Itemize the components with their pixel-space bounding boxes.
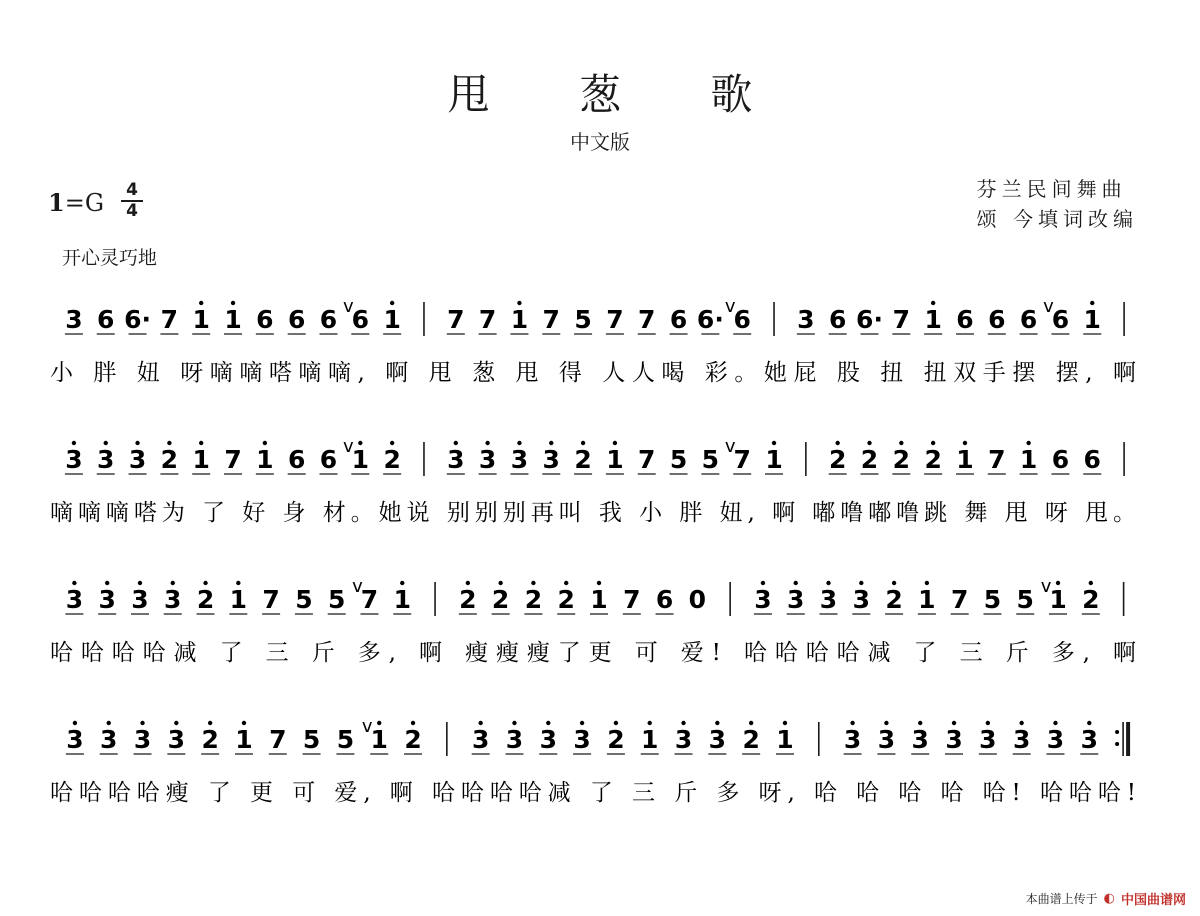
note: 7: [988, 445, 1006, 474]
octave-dot: [138, 581, 142, 585]
octave-dot: [884, 721, 888, 725]
note: 3: [505, 725, 524, 754]
note: 3: [945, 725, 963, 754]
note: 7: [269, 725, 287, 754]
note: 2: [196, 585, 215, 614]
note: 6: [1051, 305, 1070, 334]
octave-dot: [715, 721, 719, 725]
breath-mark: v: [724, 296, 736, 317]
note: 1: [192, 445, 210, 474]
octave-dot: [171, 581, 175, 585]
note: 3: [1080, 725, 1098, 754]
note: 0: [688, 585, 707, 614]
note: 1: [1083, 305, 1101, 334]
note: 7: [733, 445, 751, 474]
time-signature-bottom: 4: [126, 201, 138, 221]
note: 3: [1012, 725, 1031, 754]
note: 1: [641, 725, 659, 754]
octave-dot: [135, 441, 139, 445]
repeat-dot: [1115, 730, 1119, 734]
octave-dot: [1026, 441, 1030, 445]
note: 3: [979, 725, 997, 754]
note: 3: [852, 585, 871, 614]
note: 6: [287, 305, 306, 334]
note: 1: [956, 445, 974, 474]
lyric-line: 小 胖 妞 呀嘀嘀嗒嘀嘀, 啊 甩 葱 甩 得 人人喝 彩。她屁 股 扭 扭双手摆 摆, 啊: [50, 360, 1137, 386]
note: 6: [287, 445, 306, 474]
octave-dot: [1053, 721, 1057, 725]
note: 3: [478, 445, 497, 474]
note: 7: [447, 305, 465, 334]
octave-dot: [208, 721, 212, 725]
octave-dot: [72, 441, 76, 445]
octave-dot: [918, 721, 922, 725]
octave-dot: [358, 441, 362, 445]
note: 1: [393, 585, 411, 614]
octave-dot: [263, 441, 267, 445]
octave-dot: [826, 581, 830, 585]
note: 3: [65, 585, 84, 614]
note: 6: [828, 305, 847, 334]
note: 7: [892, 305, 911, 334]
octave-dot: [400, 581, 404, 585]
note: 5: [302, 725, 321, 754]
octave-dot: [1090, 301, 1094, 305]
octave-dot: [390, 441, 394, 445]
octave-dot: [454, 441, 458, 445]
note: 3: [98, 585, 116, 614]
octave-dot: [517, 301, 521, 305]
note: 6: [319, 305, 338, 334]
octave-dot: [867, 441, 871, 445]
note: 7: [360, 585, 379, 614]
octave-dot: [580, 721, 584, 725]
note: 7: [638, 445, 656, 474]
song-title: 甩 葱 歌: [447, 70, 791, 119]
tempo-marking: 开心灵巧地: [62, 247, 158, 269]
octave-dot: [167, 441, 171, 445]
credit-origin: 芬兰民间舞曲: [976, 177, 1127, 201]
note: 1: [606, 445, 624, 474]
note: 2: [459, 585, 477, 614]
octave-dot: [104, 441, 108, 445]
note: 5: [327, 585, 346, 614]
octave-dot: [231, 301, 235, 305]
note: 7: [160, 305, 179, 334]
octave-dot: [931, 301, 935, 305]
note: 1: [924, 305, 942, 334]
note: 3: [100, 725, 118, 754]
note: 5: [336, 725, 355, 754]
note: 1: [1019, 445, 1038, 474]
octave-dot: [531, 581, 535, 585]
note: 6: [1019, 305, 1038, 334]
note: 3: [66, 725, 84, 754]
note: 2: [924, 445, 942, 474]
octave-dot: [1089, 581, 1093, 585]
note: 3: [819, 585, 838, 614]
note: 2: [557, 585, 575, 614]
octave-dot: [73, 721, 77, 725]
breath-mark: v: [1040, 576, 1052, 597]
note: 5: [574, 305, 592, 334]
note: 3: [542, 445, 560, 474]
note: 7: [542, 305, 560, 334]
note: 5: [669, 445, 688, 474]
breath-mark: v: [342, 296, 354, 317]
octave-dot: [614, 721, 618, 725]
note: 6: [97, 305, 115, 334]
octave-dot: [411, 721, 415, 725]
note: 1: [918, 585, 936, 614]
note: 6: [256, 305, 274, 334]
octave-dot: [512, 721, 516, 725]
octave-dot: [517, 441, 521, 445]
note: 3: [797, 305, 815, 334]
note: 1: [229, 585, 248, 614]
note: 5: [701, 445, 720, 474]
note: 6·: [124, 305, 152, 334]
octave-dot: [546, 721, 550, 725]
octave-dot: [749, 721, 753, 725]
note: 6: [669, 305, 688, 334]
note: 1: [192, 305, 210, 334]
octave-dot: [466, 581, 470, 585]
note: 2: [201, 725, 219, 754]
note: 1: [224, 305, 242, 334]
note: 2: [574, 445, 592, 474]
note: 7: [623, 585, 641, 614]
octave-dot: [564, 581, 568, 585]
octave-dot: [772, 441, 776, 445]
octave-dot: [681, 721, 685, 725]
note: 2: [892, 445, 911, 474]
octave-dot: [648, 721, 652, 725]
note: 6: [956, 305, 974, 334]
footer: [1026, 889, 1186, 908]
note: 3: [65, 445, 83, 474]
note: 3: [708, 725, 727, 754]
note: 3: [167, 725, 186, 754]
note: 1: [776, 725, 794, 754]
octave-dot: [899, 441, 903, 445]
octave-dot: [485, 441, 489, 445]
octave-dot: [203, 581, 207, 585]
octave-dot: [952, 721, 956, 725]
octave-dot: [794, 581, 798, 585]
note: 1: [351, 445, 370, 474]
octave-dot: [174, 721, 178, 725]
note: 1: [1049, 585, 1067, 614]
octave-dot: [581, 441, 585, 445]
note: 3: [133, 725, 152, 754]
note: 1: [510, 305, 529, 334]
octave-dot: [613, 441, 617, 445]
octave-dot: [199, 441, 203, 445]
octave-dot: [761, 581, 765, 585]
octave-dot: [892, 581, 896, 585]
note: 3: [674, 725, 693, 754]
note: 3: [843, 725, 862, 754]
note: 6: [988, 305, 1006, 334]
note: 2: [828, 445, 847, 474]
note: 2: [742, 725, 760, 754]
note: 6: [733, 305, 751, 334]
octave-dot: [597, 581, 601, 585]
song-subtitle: 中文版: [570, 130, 630, 154]
note: 3: [573, 725, 591, 754]
note: 7: [950, 585, 969, 614]
lyric-line: 嘀嘀嘀嗒为 了 好 身 材。她说 别别别再叫 我 小 胖 妞, 啊 嘟噜嘟噜跳 舞 甩 呀 甩。: [50, 500, 1136, 526]
note: 6: [1083, 445, 1101, 474]
octave-dot: [377, 721, 381, 725]
breath-mark: v: [361, 716, 373, 737]
note: 1: [256, 445, 274, 474]
note: 7: [224, 445, 242, 474]
time-signature-top: 4: [126, 180, 138, 200]
octave-dot: [478, 721, 482, 725]
note: 2: [383, 445, 401, 474]
octave-dot: [199, 301, 203, 305]
note: 6: [1051, 445, 1070, 474]
key-degree: 1: [48, 188, 65, 217]
note: 3: [754, 585, 772, 614]
note: 5: [983, 585, 1002, 614]
octave-dot: [140, 721, 144, 725]
note: 5: [295, 585, 313, 614]
octave-dot: [931, 441, 935, 445]
note: 6·: [856, 305, 883, 334]
note: 1: [235, 725, 253, 754]
octave-dot: [986, 721, 990, 725]
note: 7: [478, 305, 497, 334]
note: 3: [787, 585, 805, 614]
note: 3: [164, 585, 182, 614]
octave-dot: [72, 581, 76, 585]
octave-dot: [835, 441, 839, 445]
octave-dot: [1087, 721, 1091, 725]
note: 6: [655, 585, 674, 614]
credit-lyricist: 颂 今填词改编: [976, 207, 1138, 231]
octave-dot: [925, 581, 929, 585]
breath-mark: v: [724, 436, 736, 457]
note: 1: [765, 445, 783, 474]
octave-dot: [236, 581, 240, 585]
note: 6·: [696, 305, 724, 334]
octave-dot: [498, 581, 502, 585]
octave-dot: [107, 721, 111, 725]
note: 5: [1016, 585, 1034, 614]
note: 2: [860, 445, 879, 474]
note: 3: [447, 445, 465, 474]
note: 3: [471, 725, 490, 754]
note: 1: [370, 725, 388, 754]
note: 6: [351, 305, 370, 334]
repeat-dot: [1115, 742, 1119, 746]
note: 7: [606, 305, 624, 334]
note: 7: [638, 305, 656, 334]
note: 1: [590, 585, 608, 614]
note: 3: [510, 445, 529, 474]
octave-dot: [859, 581, 863, 585]
note: 7: [262, 585, 280, 614]
octave-dot: [963, 441, 967, 445]
site-name: 中国曲谱网: [1120, 893, 1186, 908]
note: 1: [383, 305, 401, 334]
note: 3: [97, 445, 115, 474]
octave-dot: [242, 721, 246, 725]
octave-dot: [1056, 581, 1060, 585]
octave-dot: [850, 721, 854, 725]
note: 3: [877, 725, 896, 754]
note: 2: [160, 445, 179, 474]
breath-mark: v: [1043, 296, 1054, 317]
note: 3: [65, 305, 83, 334]
note: 3: [539, 725, 557, 754]
octave-dot: [549, 441, 553, 445]
note: 2: [491, 585, 510, 614]
note: 3: [128, 445, 147, 474]
site-logo-icon: ◐: [1103, 891, 1115, 906]
note: 2: [1082, 585, 1100, 614]
octave-dot: [105, 581, 109, 585]
note: 3: [131, 585, 149, 614]
lyric-line: 哈哈哈哈瘦 了 更 可 爱, 啊 哈哈哈哈减 了 三 斤 多 呀, 哈 哈 哈 哈 哈! 哈哈哈!: [50, 780, 1136, 806]
lyric-line: 哈哈哈哈减 了 三 斤 多, 啊 瘦瘦瘦了更 可 爱! 哈哈哈哈减 了 三 斤 多, 啊: [50, 640, 1136, 666]
note: 2: [607, 725, 625, 754]
octave-dot: [783, 721, 787, 725]
breath-mark: v: [342, 436, 354, 457]
octave-dot: [1019, 721, 1023, 725]
note: 3: [1046, 725, 1065, 754]
note: 2: [404, 725, 422, 754]
upload-text: 本曲谱上传于: [1025, 892, 1098, 906]
note: 3: [911, 725, 929, 754]
key-pitch: =G: [64, 189, 104, 217]
note: 2: [524, 585, 543, 614]
note: 2: [885, 585, 903, 614]
breath-mark: v: [352, 576, 363, 597]
octave-dot: [390, 301, 394, 305]
note: 6: [319, 445, 338, 474]
